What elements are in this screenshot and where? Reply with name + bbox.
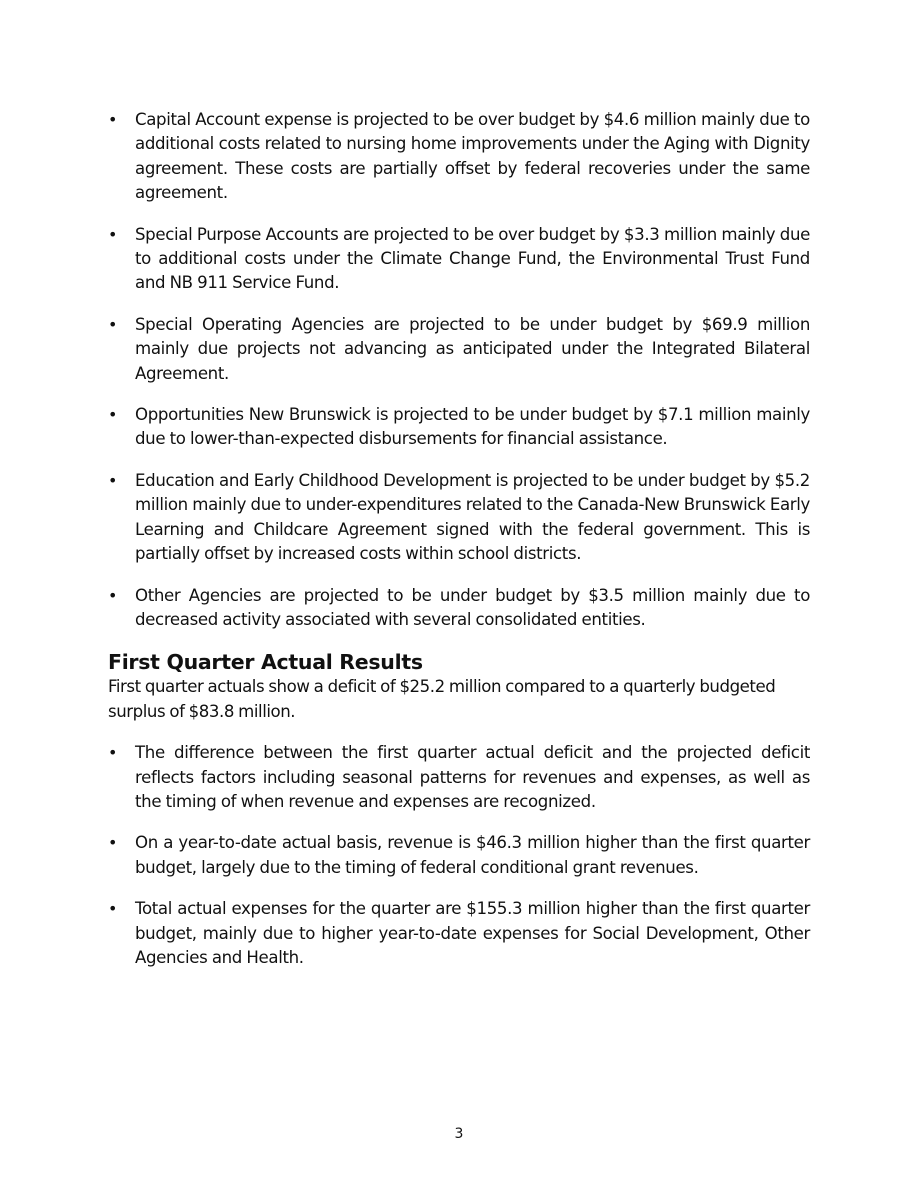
bullet-other-agencies [108, 584, 810, 633]
bullet-expenses [108, 897, 810, 970]
bullet-special-purpose-accounts [108, 223, 810, 296]
page-content [108, 108, 810, 987]
section-heading: First Quarter Actual Results [108, 650, 423, 675]
bullet-icon: • [108, 585, 118, 605]
bullet-text: Capital Account expense is projected to be over budget by $4.6 million mainly due to additional costs related to nursing home improvements under the Aging with Dignity agreement. These costs are partially offset by federal recoveries under the same agreement. [135, 110, 810, 203]
bullet-revenue [108, 831, 810, 880]
bullet-icon: • [108, 405, 118, 425]
bullet-text: Education and Early Childhood Development is projected to be under budget by $5.2 million mainly due to under-expenditures related to the Canada-New Brunswick Early Learning and Childcare Agreement signed with the federal government. This is partially offset by increased costs within school districts. [135, 470, 810, 564]
page-number: 3 [454, 1126, 464, 1142]
section-intro: First quarter actuals show a deficit of $25.2 million compared to a quarterly budgeted surplus of $83.8 million. [108, 677, 776, 721]
bullet-special-operating-agencies [108, 313, 810, 386]
bullet-icon: • [108, 110, 118, 129]
bullet-text: Special Purpose Accounts are projected to be over budget by $3.3 million mainly due to additional costs under the Climate Change Fund, the Environmental Trust Fund and NB 911 Service Fund. [135, 224, 810, 293]
bullet-text: Total actual expenses for the quarter are $155.3 million higher than the first quarter budget, mainly due to higher year-to-date expenses for Social Development, Other Agencies and Health. [135, 899, 810, 967]
bullet-text: Special Operating Agencies are projected to be under budget by $69.9 million mainly due projects not advancing as anticipated under the Integrated Bilateral Agreement. [135, 314, 810, 383]
bullet-opportunities-nb [108, 403, 810, 452]
bullet-deficit-difference [108, 741, 810, 814]
bullet-capital-account [108, 108, 810, 206]
bullet-text: On a year-to-date actual basis, revenue is $46.3 million higher than the first quarter budget, largely due to the timing of federal conditional grant revenues. [135, 833, 810, 877]
bullet-text: Opportunities New Brunswick is projected to be under budget by $7.1 million mainly due to lower-than-expected disbursements for financial assistance. [135, 405, 810, 449]
bullet-text: The difference between the first quarter actual deficit and the projected deficit reflects factors including seasonal patterns for revenues and expenses, as well as the timing of when revenue and expenses are recognized. [135, 743, 810, 811]
bullet-icon: • [108, 470, 118, 490]
bullet-icon: • [108, 314, 118, 334]
quarter-bullet-list [108, 741, 810, 970]
bullet-icon: • [108, 224, 118, 244]
bullet-icon: • [108, 743, 118, 763]
variance-bullet-list [108, 108, 810, 632]
bullet-education [108, 469, 810, 567]
bullet-icon: • [108, 833, 118, 853]
bullet-text: Other Agencies are projected to be under budget by $3.5 million mainly due to decreased activity associated with several consolidated entities. [135, 585, 810, 629]
bullet-icon: • [108, 899, 118, 919]
